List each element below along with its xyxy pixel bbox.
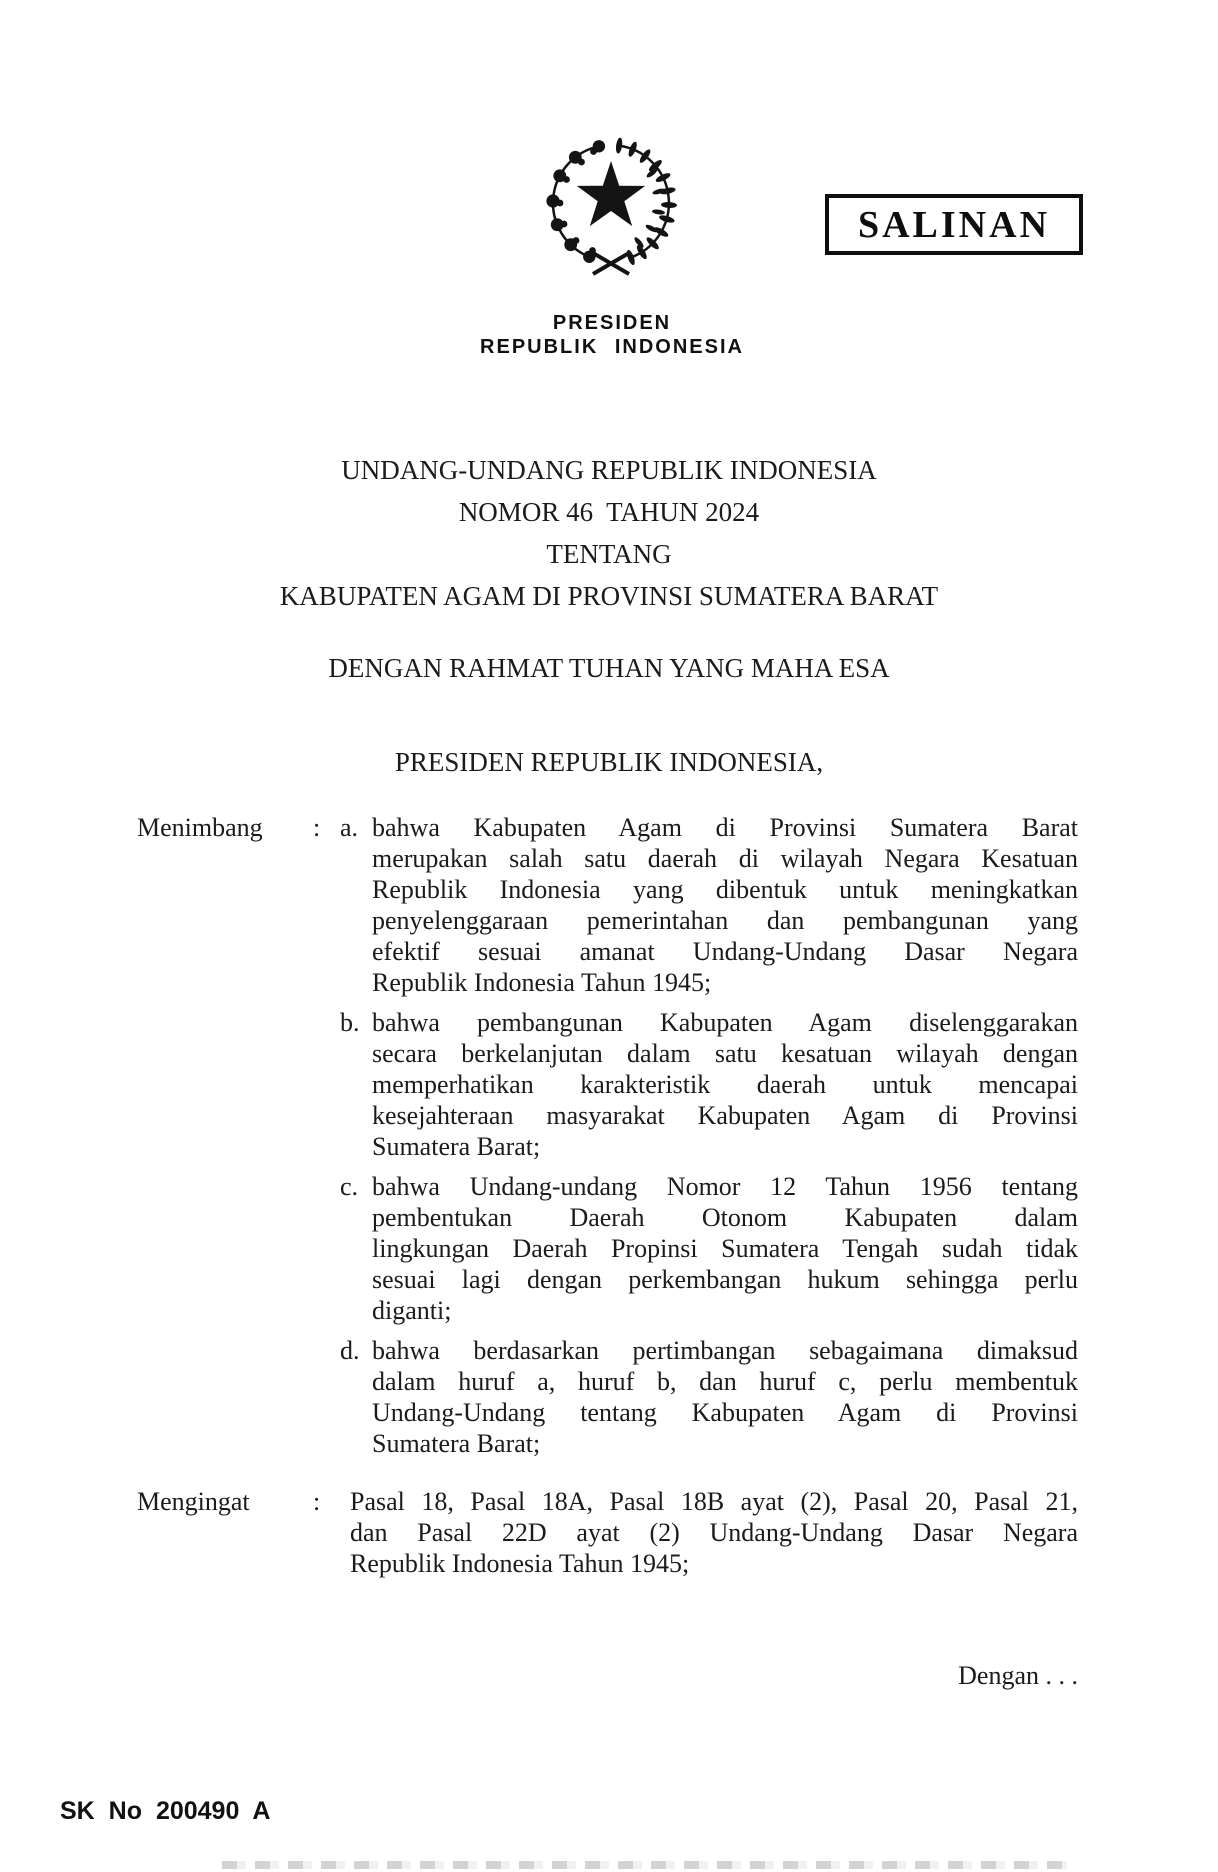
text-line: sesuai lagi dengan perkembangan hukum sehingga perlu [372,1265,1078,1294]
considering-item-b [340,1007,1078,1162]
text-line: bahwa berdasarkan pertimbangan sebagaimana dimaksud [372,1336,1078,1365]
text-line: memperhatikan karakteristik daerah untuk mencapai [372,1070,1078,1099]
item-text [372,812,1078,998]
text-line: pembentukan Daerah Otonom Kabupaten dalam [372,1203,1078,1232]
text-line: bahwa Kabupaten Agam di Provinsi Sumatera Barat [372,813,1078,842]
text-line: merupakan salah satu daerah di wilayah Negara Kesatuan [372,844,1078,873]
legal-basis-block [137,1486,1078,1579]
catchword: Dengan . . . [958,1661,1078,1690]
item-text [372,1335,1078,1459]
text-line: Republik Indonesia yang dibentuk untuk meningkatkan [372,875,1078,904]
text-line: KABUPATEN AGAM DI PROVINSI SUMATERA BARAT [279,581,939,611]
text-line: Sumatera Barat; [372,1429,541,1458]
considering-label: Menimbang [137,813,263,842]
issuer-line: PRESIDEN REPUBLIK INDONESIA, [394,747,824,777]
item-letter: d. [340,1336,360,1365]
legal-basis-colon: : [313,1487,321,1516]
text-line: bahwa pembangunan Kabupaten Agam diselenggarakan [372,1008,1078,1037]
letterhead-line2: REPUBLIK INDONESIA [480,336,744,358]
text-line: NOMOR 46 TAHUN 2024 [458,497,760,527]
text-line: kesejahteraan masyarakat Kabupaten Agam di Provinsi [372,1101,1078,1130]
text-line: penyelenggaraan pemerintahan dan pembangunan yang [372,906,1078,935]
invocation-line: DENGAN RAHMAT TUHAN YANG MAHA ESA [328,653,890,683]
text-line: TENTANG [546,539,672,569]
considering-block [137,812,1078,1468]
text-line: bahwa Undang-undang Nomor 12 Tahun 1956 tentang [372,1172,1078,1201]
sk-number: SK No 200490 A [60,1797,271,1825]
considering-item-c [340,1171,1078,1326]
item-letter: b. [340,1008,360,1037]
text-line: Republik Indonesia Tahun 1945; [350,1549,690,1578]
considering-colon: : [313,813,321,842]
scan-artifact [222,1861,1067,1869]
item-letter: c. [340,1172,359,1201]
text-line: diganti; [372,1296,452,1325]
text-line: efektif sesuai amanat Undang-Undang Dasar Negara [372,937,1078,966]
text-line: Sumatera Barat; [372,1132,541,1161]
legal-basis-text [350,1486,1078,1579]
item-letter: a. [340,813,359,842]
considering-items [340,812,1078,1468]
considering-item-a [340,812,1078,998]
text-line: dan Pasal 22D ayat (2) Undang-Undang Dasar Negara [350,1518,1078,1547]
document-body [137,812,1078,1579]
letterhead-line1: PRESIDEN [552,312,672,334]
item-text [372,1171,1078,1326]
text-line: UNDANG-UNDANG REPUBLIK INDONESIA [341,455,877,485]
text-line: Pasal 18, Pasal 18A, Pasal 18B ayat (2), Pasal 20, Pasal 21, [350,1487,1078,1516]
letterhead [0,311,1218,359]
text-line: secara berkelanjutan dalam satu kesatuan wilayah dengan [372,1039,1078,1068]
legal-basis-label: Mengingat [137,1487,250,1516]
state-emblem-icon [531,124,691,286]
text-line: dalam huruf a, huruf b, dan huruf c, perlu membentuk [372,1367,1078,1396]
law-title [0,449,1218,617]
item-text [372,1007,1078,1162]
text-line: Undang-Undang tentang Kabupaten Agam di Provinsi [372,1398,1078,1427]
salinan-stamp [825,194,1083,255]
text-line: Republik Indonesia Tahun 1945; [372,968,712,997]
considering-item-d [340,1335,1078,1459]
salinan-stamp-label: SALINAN [857,203,1051,246]
text-line: lingkungan Daerah Propinsi Sumatera Tengah sudah tidak [372,1234,1078,1263]
